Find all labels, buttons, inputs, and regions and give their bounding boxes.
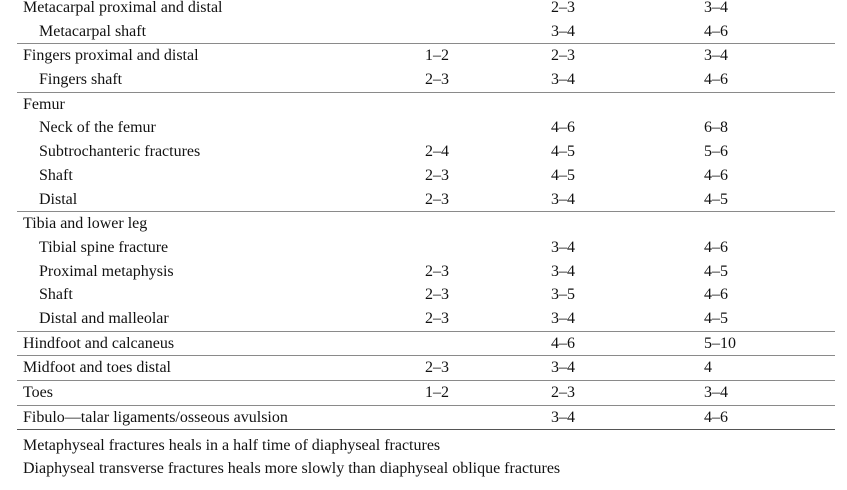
cell-column-1: 2–4 — [425, 143, 449, 161]
cell-column-1: 2–3 — [425, 262, 449, 280]
table-row — [17, 283, 835, 307]
cell-column-3: 5–10 — [704, 334, 736, 352]
table-row — [17, 20, 835, 45]
footnote: Metaphyseal fractures heals in a half time of diaphyseal fractures — [23, 437, 441, 455]
cell-column-3: 6–8 — [704, 119, 728, 137]
table-row — [17, 236, 835, 260]
table-row — [17, 212, 835, 236]
cell-column-3: 3–4 — [704, 384, 728, 401]
cell-column-2: 2–3 — [551, 0, 575, 16]
table-row — [17, 356, 835, 381]
table-footnotes — [23, 434, 847, 480]
row-label: Distal and malleolar — [39, 309, 169, 327]
row-label: Shaft — [39, 286, 73, 304]
row-label: Fingers proximal and distal — [23, 47, 199, 65]
table-row — [17, 116, 835, 140]
cell-column-2: 3–4 — [551, 262, 575, 280]
cell-column-1: 2–3 — [425, 309, 449, 327]
cell-column-3: 3–4 — [704, 47, 728, 65]
cell-column-2: 3–4 — [551, 359, 575, 377]
row-label: Fibulo—talar ligaments/osseous avulsion — [23, 408, 288, 426]
footnote: Diaphyseal transverse fractures heals more slowly than diaphyseal oblique fractures — [23, 460, 561, 478]
cell-column-3: 4–6 — [704, 286, 728, 304]
cell-column-1: 2–3 — [425, 71, 449, 89]
cell-column-2: 3–4 — [551, 238, 575, 256]
cell-column-3: 4–5 — [704, 309, 728, 327]
row-label: Midfoot and toes distal — [23, 359, 171, 377]
cell-column-2: 3–4 — [551, 71, 575, 89]
table-row — [17, 93, 835, 117]
cell-column-2: 3–4 — [551, 22, 575, 40]
table-row — [17, 68, 835, 93]
cell-column-3: 4–6 — [704, 166, 728, 184]
cell-column-3: 4–5 — [704, 190, 728, 208]
cell-column-3: 4–6 — [704, 238, 728, 256]
cell-column-3: 4–6 — [704, 71, 728, 89]
row-label: Subtrochanteric fractures — [39, 143, 201, 161]
cell-column-3: 4–5 — [704, 262, 728, 280]
cell-column-2: 4–5 — [551, 166, 575, 184]
table-row — [17, 260, 835, 284]
table-row — [17, 44, 835, 68]
cell-column-2: 3–4 — [551, 408, 575, 426]
table-row — [17, 188, 835, 213]
cell-column-3: 5–6 — [704, 143, 728, 161]
table-row — [17, 0, 835, 20]
cell-column-2: 3–4 — [551, 190, 575, 208]
table-row — [17, 381, 835, 406]
cell-column-1: 2–3 — [425, 359, 449, 377]
cell-column-1: 2–3 — [425, 286, 449, 304]
row-label: Metacarpal shaft — [39, 22, 147, 40]
row-label: Tibia and lower leg — [23, 215, 148, 233]
cell-column-3: 4 — [704, 359, 712, 377]
row-label: Femur — [23, 95, 65, 113]
row-label: Neck of the femur — [39, 119, 156, 137]
row-label: Proximal metaphysis — [39, 262, 174, 280]
cell-column-2: 2–3 — [551, 47, 575, 65]
row-label: Toes — [23, 384, 53, 401]
row-label: Tibial spine fracture — [39, 238, 169, 256]
row-label: Distal — [39, 190, 78, 208]
cell-column-1: 2–3 — [425, 166, 449, 184]
healing-time-table — [17, 0, 835, 430]
cell-column-2: 4–5 — [551, 143, 575, 161]
cell-column-3: 3–4 — [704, 0, 728, 16]
row-label: Metacarpal proximal and distal — [23, 0, 223, 16]
cell-column-2: 2–3 — [551, 384, 575, 401]
cell-column-2: 3–4 — [551, 309, 575, 327]
table-row — [17, 332, 835, 357]
cell-column-1: 2–3 — [425, 190, 449, 208]
cell-column-2: 3–5 — [551, 286, 575, 304]
table-row — [17, 140, 835, 164]
cell-column-2: 4–6 — [551, 119, 575, 137]
table-row — [17, 406, 835, 431]
row-label: Fingers shaft — [39, 71, 123, 89]
cell-column-1: 1–2 — [425, 384, 449, 401]
cell-column-3: 4–6 — [704, 408, 728, 426]
row-label: Shaft — [39, 166, 73, 184]
cell-column-1: 1–2 — [425, 47, 449, 65]
cell-column-2: 4–6 — [551, 334, 575, 352]
cell-column-3: 4–6 — [704, 22, 728, 40]
row-label: Hindfoot and calcaneus — [23, 334, 175, 352]
table-row — [17, 164, 835, 188]
table-row — [17, 307, 835, 332]
